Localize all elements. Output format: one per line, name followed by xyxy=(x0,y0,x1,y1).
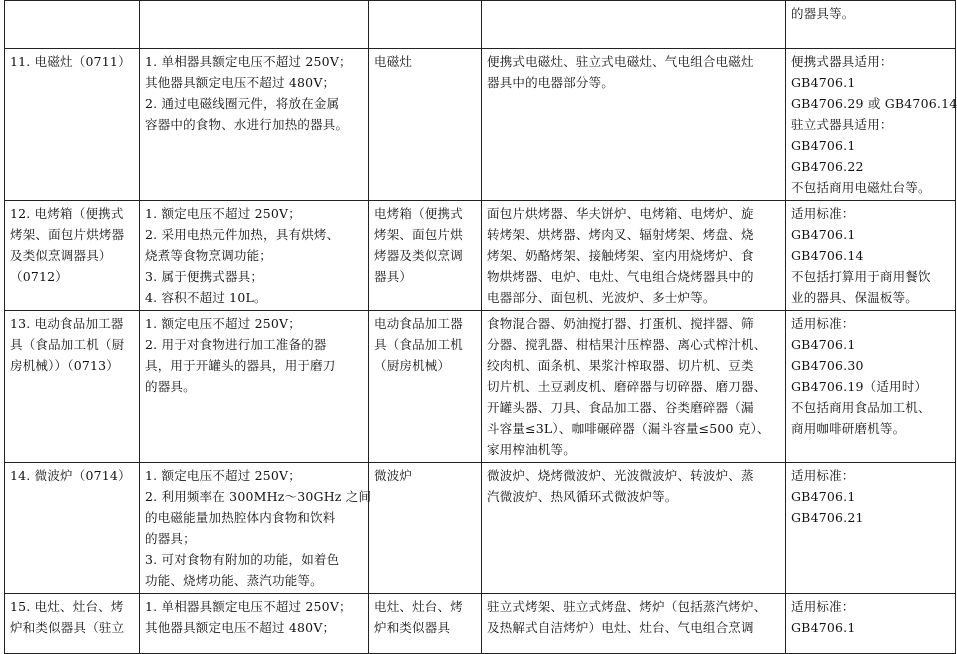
standards-line: 适用标准： xyxy=(791,206,855,221)
category-line: 烤架、面包片烘 xyxy=(374,227,463,242)
name-line: 13. 电动食品加工器 xyxy=(10,316,124,331)
category-cell xyxy=(369,49,482,201)
standards-cell xyxy=(786,311,956,463)
requirements-line: 容器中的食物、水进行加热的器具。 xyxy=(145,117,349,132)
requirements-line: 的电磁能量加热腔体内食物和饮料 xyxy=(145,510,336,525)
requirements-cell xyxy=(140,463,372,594)
examples-line: 切片机、土豆剥皮机、磨碎器与切碎器、磨刀器、 xyxy=(487,379,767,394)
table-row xyxy=(5,201,956,311)
examples-line: 开罐头器、刀具、食品加工器、谷类磨碎器（漏 xyxy=(487,400,754,415)
name-line: 具（食品加工机（厨 xyxy=(10,337,125,352)
requirements-line: 的器具； xyxy=(145,531,196,546)
examples-line: 物烘烤器、电炉、电灶、气电组合烧烤器具中的 xyxy=(487,269,754,284)
examples-line: 转烤架、烘烤器、烤肉叉、辐射烤架、烤盘、烧 xyxy=(487,227,754,242)
examples-cell xyxy=(482,463,786,594)
category-line: 器具） xyxy=(374,269,413,284)
requirements-cell xyxy=(140,201,369,311)
standards-line: 适用标准： xyxy=(791,468,855,483)
standards-line: GB4706.22 xyxy=(791,159,864,174)
standards-line: 不包括商用食品加工机、 xyxy=(791,400,931,415)
category-line: 电磁灶 xyxy=(374,54,413,69)
examples-line: 烤架、奶酪烤架、接触烤架、室内用烧烤炉、食 xyxy=(487,248,754,263)
examples-cell xyxy=(482,1,786,49)
standards-line: 驻立式器具适用： xyxy=(791,117,893,132)
examples-line: 绞肉机、面条机、果浆汁榨取器、切片机、豆类 xyxy=(487,358,754,373)
name-line: 11. 电磁灶（0711） xyxy=(10,54,131,69)
examples-line: 便携式电磁灶、驻立式电磁灶、气电组合电磁灶 xyxy=(487,54,754,69)
category-cell xyxy=(369,311,482,463)
name-line: 炉和类似器具（驻立 xyxy=(10,620,125,635)
requirements-cell xyxy=(140,1,369,49)
standards-line: GB4706.30 xyxy=(791,358,864,373)
requirements-cell xyxy=(140,594,369,654)
standards-cell xyxy=(786,1,956,49)
requirements-cell xyxy=(140,311,369,463)
requirements-line: 1. 单相器具额定电压不超过 250V； xyxy=(145,599,352,614)
product-name-cell xyxy=(5,463,140,594)
standards-line: 不包括打算用于商用餐饮 xyxy=(791,269,931,284)
examples-line: 分器、搅乳器、柑桔果汁压榨器、离心式榨汁机、 xyxy=(487,337,767,352)
standards-line: GB4706.14 xyxy=(791,248,864,263)
examples-line: 食物混合器、奶油搅打器、打蛋机、搅拌器、筛 xyxy=(487,316,754,331)
category-line: 电灶、灶台、烤 xyxy=(374,599,463,614)
product-name-cell xyxy=(5,594,140,654)
product-name-cell xyxy=(5,49,140,201)
examples-line: 及热解式自洁烤炉）电灶、灶台、气电组合烹调 xyxy=(487,620,754,635)
requirements-line: 3. 属于便携式器具； xyxy=(145,269,264,284)
examples-cell xyxy=(482,594,786,654)
examples-line: 家用榨油机等。 xyxy=(487,442,576,457)
examples-line: 汽微波炉、热风循环式微波炉等。 xyxy=(487,489,678,504)
examples-cell xyxy=(482,201,786,311)
examples-cell xyxy=(482,49,786,201)
table-row xyxy=(5,311,956,463)
table-body xyxy=(5,1,956,654)
standards-line: GB4706.1 xyxy=(791,489,856,504)
category-line: 电烤箱（便携式 xyxy=(374,206,463,221)
requirements-line: 功能、烧烤功能、蒸汽功能等。 xyxy=(145,573,323,588)
requirements-line: 2. 采用电热元件加热，具有烘烤、 xyxy=(145,227,340,242)
examples-cell xyxy=(482,311,786,463)
standards-line: GB4706.1 xyxy=(791,227,856,242)
requirements-line: 1. 额定电压不超过 250V； xyxy=(145,316,301,331)
requirements-line: 具，用于开罐头的器具，用于磨刀 xyxy=(145,358,336,373)
standards-line: 不包括商用电磁灶台等。 xyxy=(791,180,931,195)
standards-cell xyxy=(786,594,956,654)
standards-line: GB4706.1 xyxy=(791,138,856,153)
requirements-line: 1. 单相器具额定电压不超过 250V； xyxy=(145,54,352,69)
standards-line: GB4706.21 xyxy=(791,510,864,525)
name-line: 烤架、面包片烘烤器 xyxy=(10,227,125,242)
appliance-standards-table xyxy=(4,0,956,654)
name-line: 14. 微波炉（0714） xyxy=(10,468,131,483)
requirements-cell xyxy=(140,49,369,201)
name-line: 12. 电烤箱（便携式 xyxy=(10,206,124,221)
examples-line: 微波炉、烧烤微波炉、光波微波炉、转波炉、蒸 xyxy=(487,468,754,483)
requirements-line: 其他器具额定电压不超过 480V； xyxy=(145,75,336,90)
standards-cell xyxy=(786,201,956,311)
examples-line: 电器部分、面包机、光波炉、多士炉等。 xyxy=(487,290,716,305)
product-name-cell xyxy=(5,201,140,311)
requirements-line: 1. 额定电压不超过 250V； xyxy=(145,468,301,483)
table-row xyxy=(5,463,956,594)
category-line: 炉和类似器具 xyxy=(374,620,451,635)
category-line: 烤器及类似烹调 xyxy=(374,248,463,263)
standards-line: 业的器具、保温板等。 xyxy=(791,290,919,305)
name-line: 15. 电灶、灶台、烤 xyxy=(10,599,124,614)
name-line: 房机械））（0713） xyxy=(10,358,120,373)
requirements-line: 1. 额定电压不超过 250V； xyxy=(145,206,301,221)
table-row xyxy=(5,49,956,201)
requirements-line: 烧煮等食物烹调功能； xyxy=(145,248,273,263)
requirements-line: 2. 利用频率在 300MHz～30GHz 之间 xyxy=(145,489,372,504)
standards-line: GB4706.1 xyxy=(791,75,856,90)
standards-line: GB4706.1 xyxy=(791,620,856,635)
name-line: 及类似烹调器具） xyxy=(10,248,112,263)
standards-line: 商用咖啡研磨机等。 xyxy=(791,421,906,436)
examples-line: 斗容量≤3L）、咖啡碾碎器（漏斗容量≤500 克）、 xyxy=(487,421,770,436)
standards-line: 便携式器具适用： xyxy=(791,54,893,69)
examples-line: 面包片烘烤器、华夫饼炉、电烤箱、电烤炉、旋 xyxy=(487,206,754,221)
examples-line: 器具中的电器部分等。 xyxy=(487,75,615,90)
category-cell xyxy=(369,201,482,311)
standards-cell xyxy=(786,463,956,594)
standards-cell xyxy=(786,49,956,201)
standards-line: GB4706.1 xyxy=(791,337,856,352)
category-cell xyxy=(369,463,482,594)
category-cell xyxy=(369,1,482,49)
standards-line: 适用标准： xyxy=(791,316,855,331)
requirements-line: 2. 用于对食物进行加工准备的器 xyxy=(145,337,327,352)
table-row xyxy=(5,594,956,654)
standards-line: GB4706.29 或 GB4706.14 xyxy=(791,96,957,111)
category-line: （厨房机械） xyxy=(374,358,451,373)
product-name-cell xyxy=(5,1,140,49)
requirements-line: 2. 通过电磁线圈元件，将放在金属 xyxy=(145,96,340,111)
requirements-line: 3. 可对食物有附加的功能，如着色 xyxy=(145,552,340,567)
standards-line: GB4706.19（适用时） xyxy=(791,379,928,394)
name-line: （0712） xyxy=(10,269,69,284)
category-line: 电动食品加工器 xyxy=(374,316,463,331)
standards-line: 适用标准： xyxy=(791,599,855,614)
requirements-line: 其他器具额定电压不超过 480V； xyxy=(145,620,336,635)
category-line: 微波炉 xyxy=(374,468,413,483)
table-row xyxy=(5,1,956,49)
category-line: 具（食品加工机 xyxy=(374,337,463,352)
product-name-cell xyxy=(5,311,140,463)
examples-line: 驻立式烤架、驻立式烤盘、烤炉（包括蒸汽烤炉、 xyxy=(487,599,767,614)
requirements-line: 的器具。 xyxy=(145,379,196,394)
category-cell xyxy=(369,594,482,654)
requirements-line: 4. 容积不超过 10L。 xyxy=(145,290,267,305)
standards-line: 的器具等。 xyxy=(791,6,855,21)
